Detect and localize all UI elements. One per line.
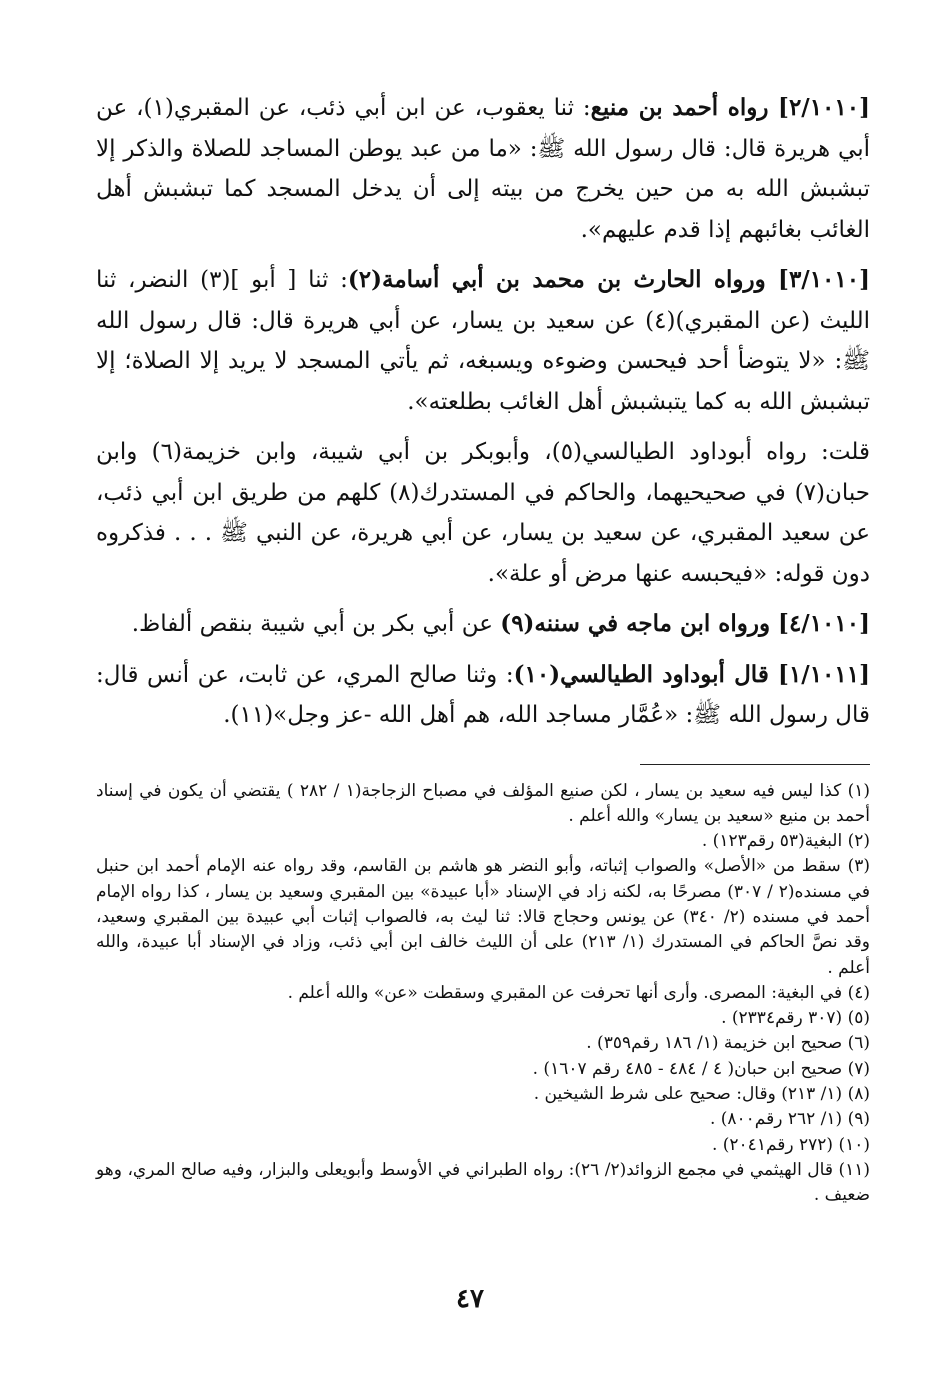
hadith-lead-4: [٤/١٠١٠] ورواه ابن ماجه في سننه(٩): [500, 610, 870, 637]
hadith-lead-5: [١/١٠١١] قال أبوداود الطيالسي(١٠): [513, 660, 870, 688]
footnote-2: (٢) البغية(٥٣ رقم١٢٣) .: [701, 831, 870, 852]
commentary-text: قلت: رواه أبوداود الطيالسي(٥)، وأبوبكر بن أبي شيبة، وابن خزيمة(٦) وابن حبان(٧) في صحيحيهما، والحاكم في المستدرك(٨) كلهم من طريق ابن أبي ذئب، عن سعيد المقبري، عن سعيد بن يسار، عن أبي هريرة، عن النبي ﷺ . . . فذكروه دون قوله: «فيحبسه عنها مرض أو علة».: [96, 439, 871, 587]
hadith-text-1: : ثنا يعقوب، عن ابن أبي ذئب، عن المقبري(١)، عن أبي هريرة قال: قال رسول الله ﷺ: «ما من عبد يوطن المساجد للصلاة والذكر إلا تبشبش الله به من حين يخرج من بيته إلى أن يدخل المسجد كما تبشبش أهل الغائب بغائبهم إذا قدم عليهم».: [96, 95, 870, 243]
footnotes: [96, 779, 870, 1209]
hadith-paragraph-5: [96, 655, 870, 736]
footnote-separator-wrap: [96, 764, 870, 765]
hadith-text-4: عن أبي بكر بن أبي شيبة بنقص ألفاظ.: [131, 611, 501, 637]
footnote-7: (٧) صحيح ابن حبان( ٤ / ٤٨٤ - ٤٨٥ رقم ١٦٠٧) .: [532, 1058, 870, 1079]
hadith-paragraph-4: [96, 604, 870, 645]
footnote-3: (٣) سقط من «الأصل» والصواب إثباته، وأبو النضر هو هاشم بن القاسم، وقد رواه عنه الإمام أحمد ابن حنبل في مسنده(٢ / ٣٠٧) مصرحًا به، لكنه زاد في الإسناد «أبا عبيدة» بين المقبري وسعيد بن يسار ، كذا رواه الإمام أحمد في مسنده (٢/ ٣٤٠) عن يونس وحجاج قالا: ثنا ليث به، فالصواب إثبات أبي عبيدة بين المقبري وسعيد، وقد نصَّ الحاكم في المستدرك (١/ ٢١٣) على أن الليث خالف ابن أبي ذئب، وزاد في الإسناد أبا عبيدة، والله أعلم .: [96, 856, 871, 978]
footnote-separator: [640, 764, 870, 765]
main-text: [96, 88, 870, 736]
commentary-paragraph: [96, 432, 870, 594]
footnote-8: (٨) (١/ ٢١٣) وقال: صحيح على شرط الشيخين .: [533, 1084, 870, 1105]
footnote-10: (١٠) (٢٧٢ رقم٢٠٤١) .: [711, 1134, 870, 1155]
footnote-1: (١) كذا ليس فيه سعيد بن يسار ، لكن صنيع المؤلف في مصباح الزجاجة(١ / ٢٨٢ ) يقتضي أن يكون في إسناد أحمد بن منيع «سعيد بن يسار» والله أعلم .: [96, 780, 870, 826]
hadith-paragraph-2: [96, 260, 870, 422]
hadith-lead-1: [٢/١٠١٠] رواه أحمد بن منيع: [590, 94, 870, 121]
footnote-4: (٤) في البغية: المصرى. وأرى أنها تحرفت عن المقبري وسقطت «عن» والله أعلم .: [287, 982, 870, 1003]
hadith-text-2: : ثنا [ أبو ](٣) النضر، ثنا الليث (عن المقبري)(٤) عن سعيد بن يسار، عن أبي هريرة قال: قال رسول الله ﷺ: «لا يتوضأ أحد فيحسن وضوءه ويسبغه، ثم يأتي المسجد لا يريد إلا الصلاة؛ إلا تبشبش الله به كما يتبشبش أهل الغائب بطلعته».: [96, 267, 870, 415]
hadith-text-5: : وثنا صالح المري، عن ثابت، عن أنس قال: قال رسول الله ﷺ: «عُمَّار مساجد الله، هم أهل الله -عز وجل»(١١).: [96, 661, 870, 728]
footnote-11: (١١) قال الهيثمي في مجمع الزوائد(٢/ ٢٦): رواه الطبراني في الأوسط وأبويعلى والبزار، وفيه صالح المري، وهو ضعيف .: [96, 1159, 870, 1206]
hadith-paragraph-1: [96, 88, 870, 250]
footnote-6: (٦) صحيح ابن خزيمة (١/ ١٨٦ رقم٣٥٩) .: [586, 1033, 870, 1054]
page-number: ٤٧: [456, 1284, 484, 1314]
footnote-5: (٥) (٣٠٧ رقم٢٣٣٤) .: [721, 1008, 870, 1029]
hadith-lead-2: [٣/١٠١٠] ورواه الحارث بن محمد بن أبي أسامة(٢): [347, 266, 871, 293]
footnote-9: (٩) (١/ ٢٦٢ رقم٨٠٠) .: [709, 1109, 870, 1130]
